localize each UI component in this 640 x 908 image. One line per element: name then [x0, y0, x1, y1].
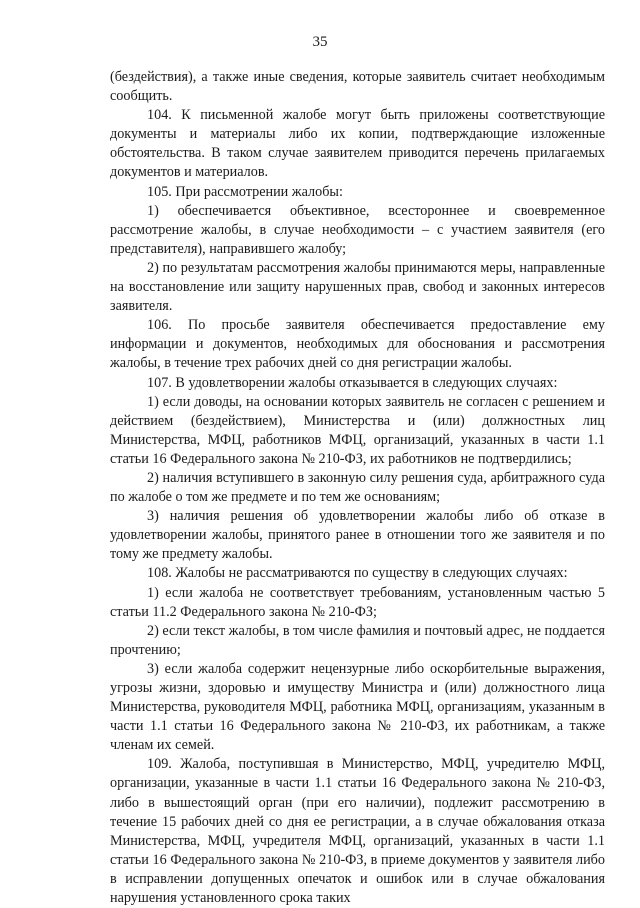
paragraph-108-item-1: 1) если жалоба не соответствует требованиям, установленным частью 5 статьи 11.2 Федерального закона № 210-ФЗ; — [110, 584, 605, 620]
paragraph-108-item-2: 2) если текст жалобы, в том числе фамилия и почтовый адрес, не поддается прочтению; — [110, 622, 605, 658]
document-body — [110, 68, 605, 908]
paragraph-104: 104. К письменной жалобе могут быть приложены соответствующие документы и материалы либо их копии, подтверждающие изложенные обстоятельства. В таком случае заявителем приводится перечень прилагаемых документов и материалов. — [110, 107, 605, 181]
paragraph-105-item-2: 2) по результатам рассмотрения жалобы принимаются меры, направленные на восстановление или защиту нарушенных прав, свобод и законных интересов заявителя. — [110, 259, 605, 315]
paragraph-106: 106. По просьбе заявителя обеспечивается предоставление ему информации и документов, необходимых для обоснования и рассмотрения жалобы, в течение трех рабочих дней со дня регистрации жалобы. — [110, 317, 605, 372]
page-number: 35 — [312, 34, 328, 50]
paragraph-108: 108. Жалобы не рассматриваются по существу в следующих случаях: — [147, 565, 568, 582]
paragraph-105: 105. При рассмотрении жалобы: — [147, 183, 343, 200]
paragraph-complaint-info-end: (бездействия), а также иные сведения, которые заявитель считает необходимым сообщить. — [110, 69, 605, 105]
paragraph-107-item-2: 2) наличия вступившего в законную силу решения суда, арбитражного суда по жалобе о том же предмете и по тем же основаниям; — [110, 469, 605, 506]
paragraph-107-item-1: 1) если доводы, на основании которых заявитель не согласен с решением и действием (бездействием), Министерства и (или) должностных лиц Министерства, МФЦ, работников МФЦ, организаций, указанных в части 1.1 статьи 16 Федерального закона № 210-ФЗ, их работников не подтвердились; — [110, 393, 605, 467]
paragraph-107-item-3: 3) наличия решения об удовлетворении жалобы либо об отказе в удовлетворении жалобы, принятого ранее в отношении того же заявителя и по тому же предмету жалобы. — [110, 508, 605, 563]
paragraph-109: 109. Жалоба, поступившая в Министерство, МФЦ, учредителю МФЦ, организации, указанные в части 1.1 статьи 16 Федерального закона № 210-ФЗ, либо в вышестоящий орган (при его наличии), подлежит рассмотрению в течение 15 рабочих дней со дня ее регистрации, а в случае обжалования отказа Министерства, МФЦ, учредителя МФЦ, организаций, указанных в части 1.1 статьи 16 Федерального закона № 210-ФЗ, в приеме документов у заявителя либо в исправлении допущенных опечаток и ошибок или в случае обжалования нарушения установленного срока таких — [110, 756, 605, 907]
paragraph-108-item-3: 3) если жалоба содержит нецензурные либо оскорбительные выражения, угрозы жизни, здоровью и имуществу Министра и (или) должностного лица Министерства, руководителя МФЦ, работника МФЦ, организациям, указанным в части 1.1 статьи 16 Федерального закона № 210-ФЗ, их работникам, а также членам их семей. — [110, 660, 605, 754]
paragraph-105-item-1: 1) обеспечивается объективное, всестороннее и своевременное рассмотрение жалобы, в случае необходимости – с участием заявителя (его представителя), направившего жалобу; — [110, 202, 605, 257]
paragraph-107: 107. В удовлетворении жалобы отказывается в следующих случаях: — [147, 374, 558, 391]
